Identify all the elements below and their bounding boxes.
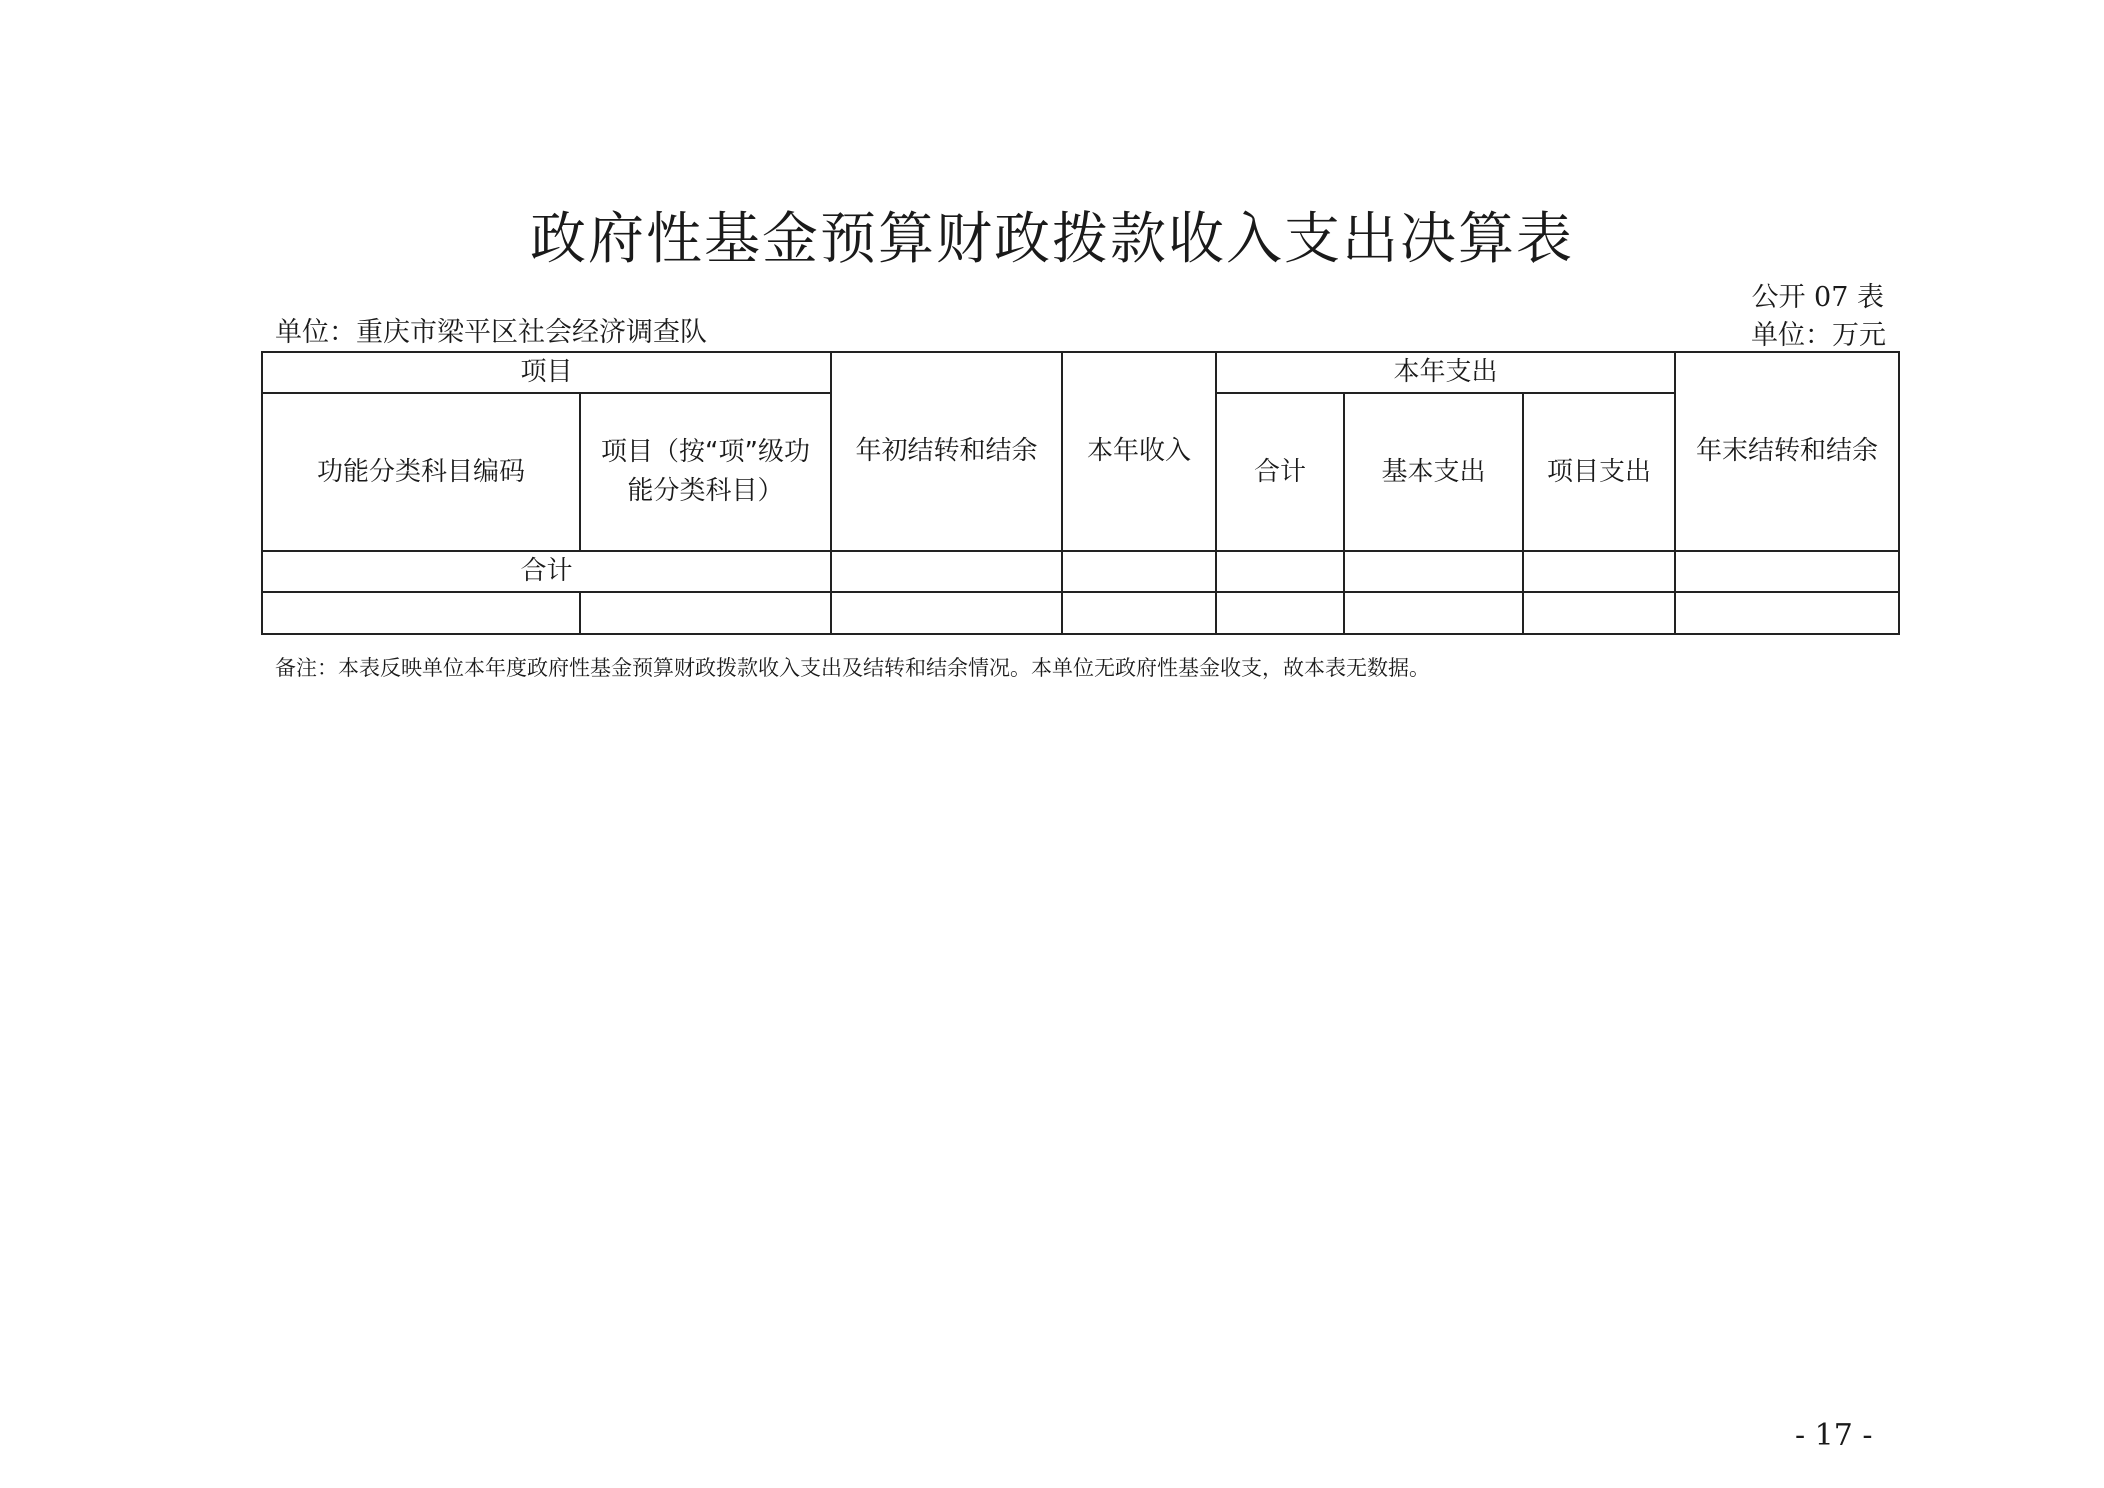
- currency-unit: 单位：万元: [1751, 320, 1886, 351]
- cell-item-name: [580, 592, 831, 634]
- table-number: 公开 07 表: [1751, 282, 1884, 313]
- document-title: 政府性基金预算财政拨款收入支出决算表: [530, 207, 1574, 272]
- header-exp-project: 项目支出: [1523, 393, 1675, 551]
- cell-exp-total: [1216, 592, 1344, 634]
- total-row: [262, 551, 1899, 592]
- header-beginning-balance: 年初结转和结余: [831, 352, 1062, 551]
- total-exp-basic: [1344, 551, 1523, 592]
- header-ending-balance: 年末结转和结余: [1675, 352, 1899, 551]
- cell-exp-project: [1523, 592, 1675, 634]
- total-exp-total: [1216, 551, 1344, 592]
- total-income: [1062, 551, 1216, 592]
- header-expenditure: 本年支出: [1216, 352, 1675, 393]
- header-exp-total: 合计: [1216, 393, 1344, 551]
- total-ending-balance: [1675, 551, 1899, 592]
- total-label: 合计: [262, 551, 831, 592]
- cell-exp-basic: [1344, 592, 1523, 634]
- table-note: 备注：本表反映单位本年度政府性基金预算财政拨款收入支出及结转和结余情况。本单位无政府性基金收支，故本表无数据。: [275, 656, 1430, 680]
- page-number: - 17 -: [1795, 1418, 1873, 1453]
- total-exp-project: [1523, 551, 1675, 592]
- cell-code: [262, 592, 580, 634]
- header-code: 功能分类科目编码: [262, 393, 580, 551]
- cell-beginning-balance: [831, 592, 1062, 634]
- budget-table: [261, 351, 1900, 635]
- total-beginning-balance: [831, 551, 1062, 592]
- table-row: [262, 592, 1899, 634]
- header-exp-basic: 基本支出: [1344, 393, 1523, 551]
- header-item: 项目: [262, 352, 831, 393]
- header-row-1: [262, 352, 1899, 393]
- cell-income: [1062, 592, 1216, 634]
- organization-label: 单位：重庆市梁平区社会经济调查队: [275, 317, 707, 348]
- header-income: 本年收入: [1062, 352, 1216, 551]
- header-item-name: 项目（按“项”级功能分类科目）: [580, 393, 831, 551]
- cell-ending-balance: [1675, 592, 1899, 634]
